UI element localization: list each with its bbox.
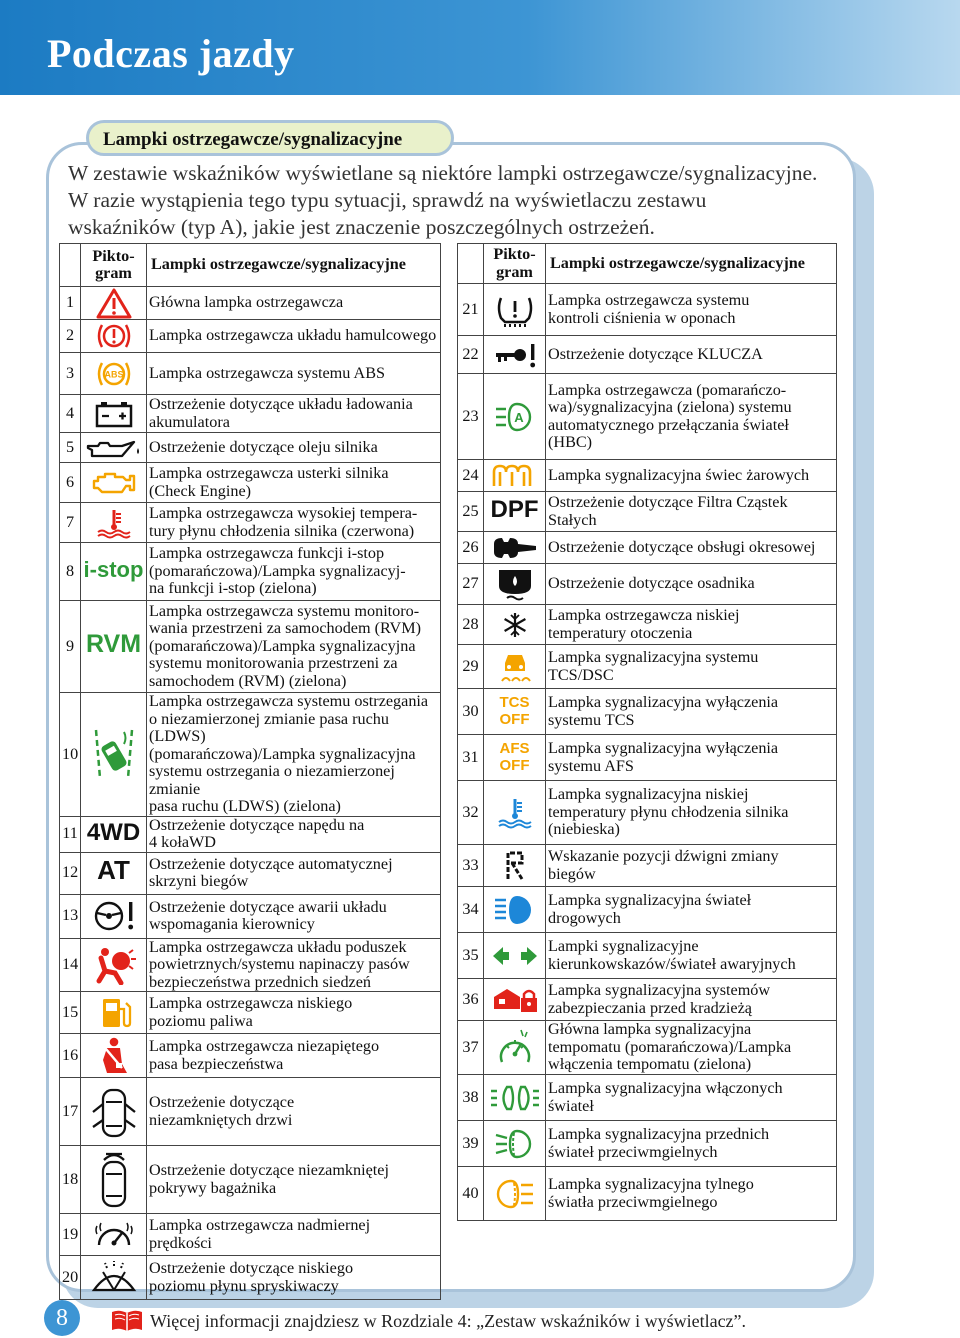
description-line: temperatury płynu chłodzenia silnika: [548, 802, 789, 821]
row-description: [147, 1256, 441, 1300]
intro-line: W zestawie wskaźników wyświetlane są niektóre lampki ostrzegawcze/sygnalizacyjne.: [68, 161, 818, 185]
description-line: Lampka sygnalizacyjna wyłączenia: [548, 739, 779, 757]
description-line: Lampka ostrzegawcza układu hamulcowego: [149, 326, 437, 345]
warning-row: [458, 1021, 837, 1075]
description-line: tempomatu (pomarańczowa)/Lampka: [548, 1037, 792, 1056]
description-line: Lampka ostrzegawcza (pomarańczo-: [548, 380, 787, 399]
description-line: zabezpieczania przed kradzieżą: [548, 998, 752, 1017]
cruise-control-icon: [484, 1021, 546, 1075]
pictogram-header: [81, 244, 147, 287]
row-number: 39: [458, 1121, 484, 1167]
warning-row: [60, 852, 441, 894]
row-number: 11: [60, 816, 81, 852]
row-description: [147, 433, 441, 463]
warning-row: [60, 395, 441, 433]
description-line: poziomu płynu spryskiwaczy: [149, 1276, 339, 1295]
description-line: pokrywy bagażnika: [149, 1178, 277, 1197]
description-line: na funkcji i-stop (zielona): [149, 579, 317, 598]
row-number: 9: [60, 601, 81, 693]
description-line: (pomarańczowa)/Lampka sygnalizacyj-: [149, 561, 406, 580]
warning-row: [60, 693, 441, 817]
door-open-icon: [81, 1078, 147, 1146]
speed-warning-icon: [81, 1214, 147, 1256]
description-line: bezpieczeństwa przednich siedzeń: [149, 972, 372, 991]
warning-row: [458, 564, 837, 605]
num-header: [458, 244, 484, 284]
row-description: [147, 1078, 441, 1146]
description-line: świateł przeciwmgielnych: [548, 1142, 718, 1161]
row-number: 14: [60, 938, 81, 992]
warning-table-right: [457, 243, 837, 1221]
row-number: 8: [60, 543, 81, 601]
description-line: Lampka sygnalizacyjna systemu: [548, 648, 759, 666]
description-line: Ostrzeżenie dotyczące obsługi okresowej: [548, 537, 816, 556]
row-description: [147, 463, 441, 503]
warning-row: [458, 735, 837, 781]
washer-fluid-icon: [81, 1256, 147, 1300]
warning-row: [458, 460, 837, 492]
warning-row: [458, 532, 837, 564]
rvm-icon: RVM: [81, 601, 147, 693]
description-line: Ostrzeżenie dotyczące KLUCZA: [548, 344, 763, 363]
high-beam-icon: [484, 887, 546, 933]
warning-row: [60, 1078, 441, 1146]
warning-row: [60, 1034, 441, 1078]
warning-row: [60, 938, 441, 992]
row-description: [546, 887, 837, 933]
row-description: [546, 532, 837, 564]
abs-icon: [81, 353, 147, 395]
row-number: 25: [458, 492, 484, 532]
row-description: [546, 979, 837, 1021]
description-line: Lampka ostrzegawcza nadmiernej: [149, 1216, 371, 1234]
ldws-icon: [81, 693, 147, 817]
warning-row: [458, 1075, 837, 1121]
description-line: tury płynu chłodzenia silnika (czerwona): [149, 521, 415, 540]
row-description: [546, 564, 837, 605]
description-line: Lampka sygnalizacyjna włączonych: [548, 1079, 783, 1097]
description-line: pasa ruchu (LDWS) (zielona): [149, 797, 341, 815]
warning-row: [458, 284, 837, 336]
row-number: 10: [60, 693, 81, 817]
row-description: [147, 543, 441, 601]
description-line: skrzyni biegów: [149, 872, 249, 890]
description-line: Lampka sygnalizacyjna świateł: [548, 891, 752, 909]
fuel-pump-icon: [81, 992, 147, 1034]
footer-text: Więcej informacji znajdziesz w Rozdziale 4: „Zestaw wskaźników i wyświetlacz”.: [150, 1311, 747, 1331]
row-number: 17: [60, 1078, 81, 1146]
row-description: [546, 336, 837, 374]
description-line: Lampka sygnalizacyjna wyłączenia: [548, 693, 779, 711]
svg-text:ABS: ABS: [103, 369, 124, 379]
description-line: 4 kołaWD: [149, 833, 216, 851]
intro-text: [68, 160, 858, 241]
description-line: Ostrzeżenie dotyczące niskiego: [149, 1259, 354, 1277]
description-line: systemu AFS: [548, 756, 634, 775]
description-line: temperatury otoczenia: [548, 623, 693, 642]
description-line: Lampka sygnalizacyjna systemów: [548, 981, 771, 999]
warning-row: [60, 601, 441, 693]
row-description: [147, 353, 441, 395]
tcs-off-icon: TCS OFF: [484, 689, 546, 735]
description-line: Główna lampka sygnalizacyjna: [548, 1020, 752, 1039]
warning-row: [60, 992, 441, 1034]
warning-row: [458, 492, 837, 532]
description-line: Ostrzeżenie dotyczące niezamkniętej: [149, 1161, 389, 1179]
row-description: [546, 284, 837, 336]
rear-fog-icon: [484, 1167, 546, 1221]
description-line: Lampka sygnalizacyjna tylnego: [548, 1175, 754, 1193]
page-number: 8: [44, 1300, 80, 1336]
description-line: Lampka ostrzegawcza systemu ABS: [149, 363, 386, 382]
row-description: [546, 374, 837, 460]
description-line: TCS/DSC: [548, 665, 614, 684]
description-line: Ostrzeżenie dotyczące automatycznej: [149, 854, 393, 873]
warning-row: [60, 894, 441, 938]
description-line: świateł: [548, 1096, 594, 1115]
warning-row: [60, 1146, 441, 1214]
warning-row: [60, 1214, 441, 1256]
description-line: Ostrzeżenie dotyczące napędu na: [149, 815, 365, 834]
row-description: [147, 503, 441, 543]
row-description: [546, 492, 837, 532]
snowflake-icon: [484, 605, 546, 645]
airbag-icon: [81, 938, 147, 992]
row-number: 5: [60, 433, 81, 463]
row-number: 29: [458, 645, 484, 689]
battery-icon: [81, 395, 147, 433]
description-line: (HBC): [548, 433, 593, 451]
row-description: [546, 933, 837, 979]
row-description: [147, 287, 441, 320]
description-line: Lampka ostrzegawcza wysokiej tempera-: [149, 504, 418, 522]
description-line: Lampka ostrzegawcza usterki silnika: [149, 464, 389, 482]
description-line: (pomarańczowa)/Lampka sygnalizacyjna: [149, 744, 416, 763]
description-line: (Check Engine): [149, 481, 252, 500]
row-description: [546, 1075, 837, 1121]
warning-row: [60, 543, 441, 601]
warning-row: [60, 320, 441, 353]
row-description: [546, 1167, 837, 1221]
row-number: 24: [458, 460, 484, 492]
dpf-icon: DPF: [484, 492, 546, 532]
description-line: Lampka sygnalizacyjna świec żarowych: [548, 465, 810, 484]
row-number: 19: [60, 1214, 81, 1256]
svg-text:A: A: [513, 409, 524, 425]
description-line: Ostrzeżenie dotyczące osadnika: [548, 574, 755, 593]
row-number: 18: [60, 1146, 81, 1214]
description-line: niezamkniętych drzwi: [149, 1110, 293, 1129]
warning-row: [458, 979, 837, 1021]
coolant-low-icon: [484, 781, 546, 845]
description-line: pasa bezpieczeństwa: [149, 1054, 284, 1073]
description-line: poziomu paliwa: [149, 1011, 253, 1030]
seatbelt-icon: [81, 1034, 147, 1078]
row-number: 3: [60, 353, 81, 395]
description-line: Lampka ostrzegawcza niskiej: [548, 606, 740, 624]
warning-row: [458, 887, 837, 933]
row-number: 38: [458, 1075, 484, 1121]
warning-row: [60, 816, 441, 852]
description-line: wspomagania kierownicy: [149, 915, 315, 933]
description-line: wania przestrzeni za samochodem (RVM): [149, 619, 421, 638]
row-number: 32: [458, 781, 484, 845]
row-number: 2: [60, 320, 81, 353]
row-description: [147, 894, 441, 938]
intro-line: wskaźników (typ A), jakie jest znaczenie poszczególnych ostrzeżeń.: [68, 215, 655, 239]
row-description: [147, 938, 441, 992]
description-line: prędkości: [149, 1233, 212, 1252]
description-line: Ostrzeżenie dotyczące układu ładowania: [149, 395, 413, 413]
intro-line: W razie wystąpienia tego typu sytuacji, sprawdź na wyświetlaczu zestawu: [68, 188, 707, 212]
row-number: 1: [60, 287, 81, 320]
security-icon: [484, 979, 546, 1021]
description-line: drogowych: [548, 908, 621, 927]
front-fog-icon: [484, 1121, 546, 1167]
row-description: [147, 1034, 441, 1078]
wrench-icon: [484, 532, 546, 564]
coolant-temperature-icon: [81, 503, 147, 543]
row-number: 34: [458, 887, 484, 933]
warning-row: [458, 645, 837, 689]
row-number: 40: [458, 1167, 484, 1221]
brake-warning-icon: [81, 320, 147, 353]
row-description: [147, 693, 441, 817]
section-tab: [86, 120, 454, 156]
description-line: Lampka ostrzegawcza systemu ostrzegania: [149, 692, 429, 710]
water-separator-icon: [484, 564, 546, 605]
row-number: 23: [458, 374, 484, 460]
row-number: 15: [60, 992, 81, 1034]
warning-row: [458, 605, 837, 645]
row-number: 4: [60, 395, 81, 433]
row-description: [546, 735, 837, 781]
pictogram-header-line: gram: [496, 262, 533, 281]
afs-off-icon: AFS OFF: [484, 735, 546, 781]
steering-warning-icon: [81, 894, 147, 938]
warning-table-left: [59, 243, 441, 1300]
row-number: 16: [60, 1034, 81, 1078]
at-icon: AT: [81, 852, 147, 894]
glow-plug-icon: [484, 460, 546, 492]
4wd-icon: 4WD: [81, 816, 147, 852]
description-line: Lampka sygnalizacyjna niskiej: [548, 785, 749, 804]
description-line: akumulatora: [149, 412, 230, 431]
warning-row: [458, 781, 837, 845]
row-number: 21: [458, 284, 484, 336]
warning-row: [60, 503, 441, 543]
row-number: 31: [458, 735, 484, 781]
tire-pressure-icon: [484, 284, 546, 336]
description-line: Lampka ostrzegawcza systemu monitoro-: [149, 601, 420, 620]
description-line: kierunkowskazów/świateł awaryjnych: [548, 954, 796, 973]
trunk-open-icon: [81, 1146, 147, 1214]
description-line: Lampka ostrzegawcza niezapiętego: [149, 1037, 380, 1055]
row-number: 7: [60, 503, 81, 543]
row-description: [546, 781, 837, 845]
row-number: 12: [60, 852, 81, 894]
row-description: [546, 460, 837, 492]
description-line: systemu TCS: [548, 710, 635, 729]
row-description: [147, 1214, 441, 1256]
description-line: automatycznego przełączania świateł: [548, 415, 789, 434]
description-line: (pomarańczowa)/Lampka sygnalizacyjna: [149, 636, 416, 655]
row-description: [147, 852, 441, 894]
row-number: 28: [458, 605, 484, 645]
row-number: 6: [60, 463, 81, 503]
row-number: 26: [458, 532, 484, 564]
i-stop-icon: i-stop: [81, 543, 147, 601]
description-line: Ostrzeżenie dotyczące: [149, 1093, 295, 1111]
description-line: Lampka ostrzegawcza układu poduszek: [149, 937, 407, 956]
num-header: [60, 244, 81, 287]
warning-row: [458, 374, 837, 460]
row-description: [147, 992, 441, 1034]
row-number: 37: [458, 1021, 484, 1075]
description-line: Lampka ostrzegawcza niskiego: [149, 994, 353, 1012]
hbc-icon: [484, 374, 546, 460]
row-description: [546, 605, 837, 645]
section-title: Lampki ostrzegawcze/sygnalizacyjne: [103, 129, 403, 150]
row-description: [546, 1121, 837, 1167]
key-warning-icon: [484, 336, 546, 374]
pictogram-header-line: Pikto-: [493, 245, 536, 263]
warning-row: [458, 336, 837, 374]
description-line: (niebieska): [548, 820, 620, 839]
page-title: Podczas jazdy: [47, 31, 295, 76]
pictogram-header: [484, 244, 546, 284]
turn-signal-icon: [484, 933, 546, 979]
description-line: Lampka sygnalizacyjna przednich: [548, 1125, 770, 1143]
description-line: biegów: [548, 864, 596, 883]
row-description: [546, 689, 837, 735]
position-lights-icon: [484, 1075, 546, 1121]
row-number: 33: [458, 845, 484, 887]
description-line: Ostrzeżenie dotyczące awarii układu: [149, 897, 387, 916]
description-line: Lampki sygnalizacyjne: [548, 937, 699, 955]
description-line: Główna lampka ostrzegawcza: [149, 293, 344, 312]
description-line: powietrznych/systemu napinaczy pasów: [149, 955, 410, 973]
warning-row: [458, 1167, 837, 1221]
pictogram-header-line: Pikto-: [92, 246, 135, 265]
book-icon: [110, 1307, 144, 1338]
warning-triangle-icon: [81, 287, 147, 320]
description-line: Lampka ostrzegawcza funkcji i-stop: [149, 544, 385, 563]
row-description: [147, 320, 441, 353]
description-line: wa)/sygnalizacyjna (zielona) systemu: [548, 398, 792, 416]
warning-row: [458, 845, 837, 887]
warning-row: [60, 433, 441, 463]
description-line: Lampka ostrzegawcza systemu: [548, 291, 750, 309]
description-line: systemu monitorowania przestrzeni za: [149, 654, 398, 673]
row-number: 36: [458, 979, 484, 1021]
row-description: [147, 601, 441, 693]
warning-row: [60, 353, 441, 395]
oil-can-icon: [81, 433, 147, 463]
row-description: [546, 845, 837, 887]
description-line: Wskazanie pozycji dźwigni zmiany: [548, 847, 779, 865]
warning-row: [458, 1121, 837, 1167]
row-description: [147, 395, 441, 433]
warning-row: [458, 689, 837, 735]
row-description: [147, 1146, 441, 1214]
description-line: Ostrzeżenie dotyczące oleju silnika: [149, 437, 378, 456]
description-line: systemu ostrzegania o niezamierzonej zmianie: [149, 762, 395, 798]
description-line: światła przeciwmgielnego: [548, 1192, 718, 1211]
description-header: Lampki ostrzegawcze/sygnalizacyjne: [147, 244, 441, 287]
row-description: [147, 816, 441, 852]
gear-position-icon: [484, 845, 546, 887]
description-line: o niezamierzonej zmianie pasa ruchu (LDWS): [149, 709, 389, 745]
row-number: 27: [458, 564, 484, 605]
row-number: 22: [458, 336, 484, 374]
warning-row: [458, 933, 837, 979]
row-number: 13: [60, 894, 81, 938]
row-description: [546, 645, 837, 689]
row-number: 30: [458, 689, 484, 735]
page-header: [0, 0, 960, 95]
warning-row: [60, 1256, 441, 1300]
row-number: 35: [458, 933, 484, 979]
description-line: włączenia tempomatu (zielona): [548, 1055, 752, 1074]
check-engine-icon: [81, 463, 147, 503]
description-line: Stałych: [548, 510, 597, 529]
description-header: Lampki ostrzegawcze/sygnalizacyjne: [546, 244, 837, 284]
warning-row: [60, 463, 441, 503]
row-number: 20: [60, 1256, 81, 1300]
row-description: [546, 1021, 837, 1075]
pictogram-header-line: gram: [95, 264, 132, 282]
warning-row: [60, 287, 441, 320]
tcs-dsc-icon: [484, 645, 546, 689]
description-line: kontroli ciśnienia w oponach: [548, 308, 736, 327]
description-line: samochodem (RVM) (zielona): [149, 671, 347, 690]
description-line: Ostrzeżenie dotyczące Filtra Cząstek: [548, 493, 788, 511]
